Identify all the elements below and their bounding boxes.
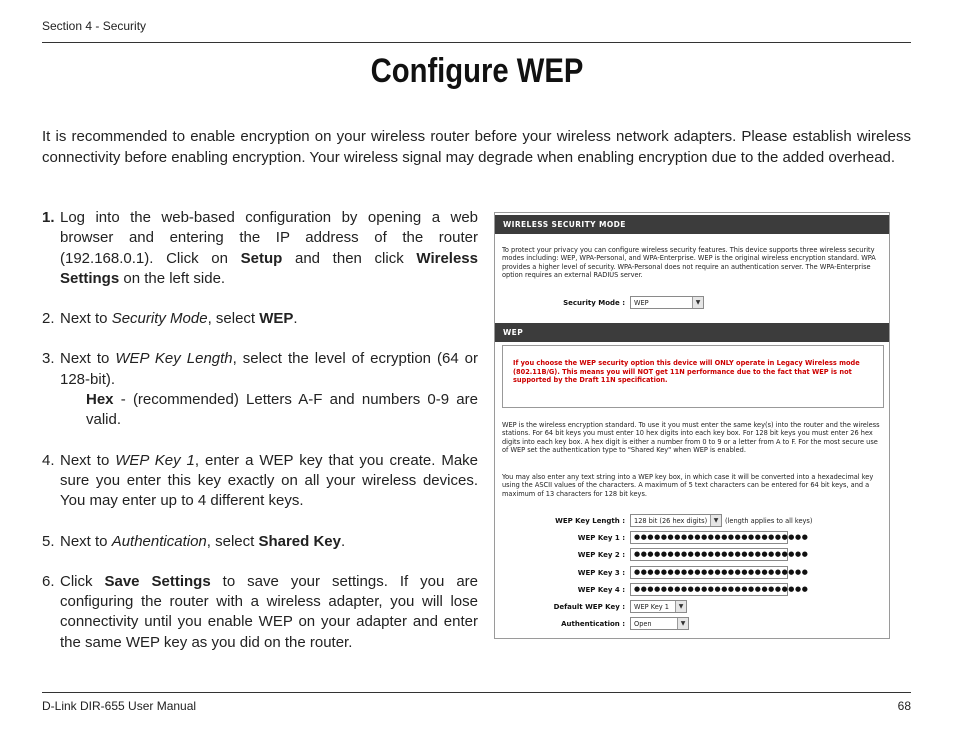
default-key-label: Default WEP Key : [553, 603, 625, 611]
step-text: . [293, 310, 298, 328]
step-number: 5. [42, 532, 55, 550]
step-emphasis: Setup [240, 249, 283, 267]
footer-divider [42, 692, 911, 693]
intro-paragraph: It is recommended to enable encryption on your wireless router before your wireless network adapters. Please establish wireless connectivity before enabling encryption. Your wireless signal may degrade when enabling encryption due to the added overhead. [42, 128, 911, 166]
default-key-value: WEP Key 1 [634, 603, 670, 611]
step-2 [42, 309, 478, 329]
authentication-select[interactable] [630, 617, 689, 630]
step-italic: WEP Key Length [115, 350, 233, 368]
security-mode-value: WEP [634, 299, 649, 307]
key-length-select[interactable] [630, 514, 722, 527]
text-key-description: You may also enter any text string into a WEP key box, in which case it will be converted into a hexadecimal key using the ASCII values of the characters. A maximum of 5 text characters can be entered for 64 bit keys, and a maximum of 13 characters for 128 bit keys. [502, 473, 874, 498]
step-emphasis: Shared Key [258, 532, 341, 550]
authentication-value: Open [634, 620, 652, 628]
step-number: 3. [42, 350, 55, 368]
wep-warning-box: If you choose the WEP security option this device will ONLY operate in Legacy Wireless mode (802.11B/G). This means you will NOT get 11N performance due to the fact that WEP is not supported by the Draft 11N specification. [502, 345, 884, 408]
wep-section-bar: WEP [495, 323, 889, 342]
step-italic: WEP Key 1 [115, 451, 195, 469]
chevron-down-icon: ▼ [710, 515, 721, 526]
wep-key-3-input[interactable]: ●●●●●●●●●●●●●●●●●●●●●●●●●● [630, 566, 788, 579]
step-text: to save your settings. If you are configuring the router with a wireless adapter, you will lose connectivity until you enable WEP on your adapter and enter the same WEP key as you did on the router. [60, 572, 479, 651]
authentication-label: Authentication : [561, 620, 625, 628]
step-text: , select the level of ecryption (64 or 128-bit). [60, 350, 478, 388]
step-emphasis: Hex [86, 391, 114, 409]
header-divider [42, 42, 911, 43]
key-length-value: 128 bit (26 hex digits) [634, 517, 708, 525]
step-text: Next to [60, 310, 112, 328]
step-number: 2. [42, 310, 55, 328]
wireless-security-mode-bar: WIRELESS SECURITY MODE [495, 215, 889, 234]
key-length-label: WEP Key Length : [555, 517, 625, 525]
wep-key-1-input[interactable]: ●●●●●●●●●●●●●●●●●●●●●●●●●● [630, 531, 788, 544]
step-text: Next to [60, 350, 116, 368]
step-text: Click [60, 572, 105, 590]
security-mode-label: Security Mode : [563, 299, 625, 307]
wep-key-2-input[interactable]: ●●●●●●●●●●●●●●●●●●●●●●●●●● [630, 548, 788, 561]
step-text: Next to [60, 451, 116, 469]
section-header: Section 4 - Security [42, 19, 147, 33]
steps-list [42, 208, 478, 653]
wep-description: WEP is the wireless encryption standard. To use it you must enter the same key(s) into the router and the wireless stations. For 64 bit keys you must enter 10 hex digits into each key box. For 128 bit keys you must enter 26 hex digits into each key box. A hex digit is either a number from 0 to 9 or a letter from A to F. For the most secure use of WEP set the authentication type to "Shared Key" when WEP is enabled. [502, 421, 880, 455]
step-emphasis: Save Settings [104, 572, 211, 590]
step-number: 6. [42, 572, 55, 590]
step-text: Log into the web-based configuration by opening a web browser and entering the IP address of the router (192.168.0.1). Click on [60, 209, 478, 267]
step-text: , enter a WEP key that you create. Make sure you enter this key exactly on all your wireless devices. You may enter up to 4 different keys. [60, 451, 479, 510]
step-4 [42, 451, 478, 512]
step-1 [42, 208, 478, 289]
step-text: and then click [282, 249, 417, 267]
wep-key-4-input[interactable]: ●●●●●●●●●●●●●●●●●●●●●●●●●● [630, 583, 788, 596]
step-italic: Security Mode [111, 310, 208, 328]
security-description: To protect your privacy you can configure wireless security features. This device supports three wireless security modes including: WEP, WPA-Personal, and WPA-Enterprise. WEP is the original wireless encryption standard. WPA provides a higher level of security. WPA-Personal does not require an authentication server. The WPA-Enterprise option requires an external RADIUS server. [502, 246, 876, 280]
wep-key-4-label: WEP Key 4 : [577, 586, 625, 594]
page-number: 68 [897, 699, 911, 713]
wep-key-1-label: WEP Key 1 : [577, 534, 625, 542]
step-emphasis: WEP [259, 310, 294, 328]
key-length-note: (length applies to all keys) [725, 517, 813, 525]
wep-key-2-label: WEP Key 2 : [577, 551, 625, 559]
step-5 [42, 532, 478, 552]
step-emphasis: Wireless Settings [60, 249, 478, 287]
router-wep-screenshot [494, 212, 890, 639]
wep-key-3-label: WEP Key 3 : [577, 569, 625, 577]
chevron-down-icon: ▼ [692, 297, 703, 308]
default-key-select[interactable] [630, 600, 687, 613]
step-text: on the left side. [119, 269, 226, 287]
footer-manual-title: D-Link DIR-655 User Manual [42, 699, 197, 713]
step-6 [42, 572, 478, 653]
step-text: Next to [60, 532, 112, 550]
security-mode-select[interactable] [630, 296, 704, 309]
chevron-down-icon: ▼ [677, 618, 688, 629]
step-text: - (recommended) Letters A-F and numbers 0-9 are valid. [86, 391, 478, 429]
step-number: 1. [42, 209, 55, 226]
chevron-down-icon: ▼ [675, 601, 686, 612]
page-title: Configure WEP [370, 52, 584, 90]
hex-note [60, 390, 478, 431]
step-number: 4. [42, 451, 55, 469]
step-text: , select [206, 532, 259, 550]
step-text: . [341, 532, 346, 550]
step-italic: Authentication [111, 532, 207, 550]
step-3 [42, 349, 478, 430]
step-text: , select [207, 310, 260, 328]
